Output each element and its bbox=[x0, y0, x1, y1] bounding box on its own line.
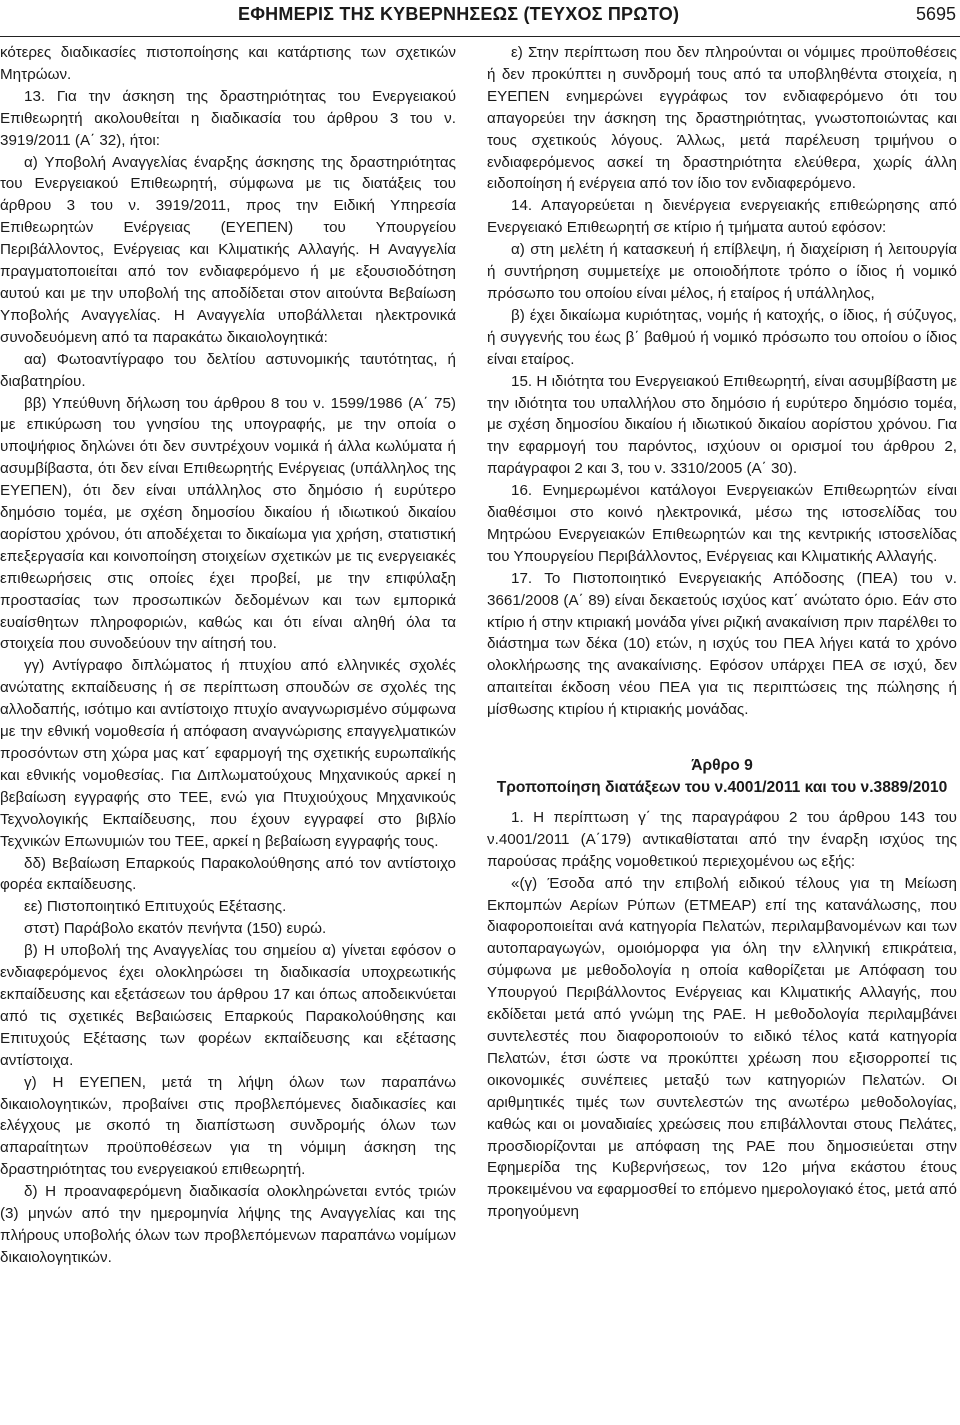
paragraph: αα) Φωτοαντίγραφο του δελτίου αστυνομικής ταυτότητας, ή διαβατηρίου. bbox=[0, 350, 456, 390]
paragraph: β) Η υποβολή της Αναγγελίας του σημείου α) γίνεται εφόσον ο ενδιαφερόμενος έχει ολοκληρώσει τη διαδικασία υποχρεωτικής εκπαίδευσης και εξετάσεων του άρθρου 17 και όπως αποδεικνύεται από τις σχετικές Βεβαιώσεις Επαρκούς Παρακολούθησης και Επιτυχούς Εξέτασης των φορέων εκπαίδευσης και εξέτασης αντίστοιχα. bbox=[0, 942, 456, 1069]
left-column bbox=[0, 42, 456, 1422]
paragraph: γγ) Αντίγραφο διπλώματος ή πτυχίου από ελληνικές σχολές ανώτατης εκπαίδευσης ή σε περίπτωση σπουδών σε σχολές της αλλοδαπής, ισότιμο και αντίστοιχο πτυχίο αναγνωρισμένο σύμφωνα με την εθνική νομοθεσία ή απόφαση αναγνώρισης επαγγελματικών προσόντων στη χώρα μας κατ΄ εφαρμογή της σχετικής ευρωπαϊκής και εθνικής νομοθεσίας. Για Διπλωματούχους Μηχανικούς αρκεί η βεβαίωση εγγραφής στο ΤΕΕ, ενώ για Πτυχιούχους Μηχανικούς Τεχνολογικής Εκπαίδευσης, που έχουν εγγραφεί στο βιβλίο Τεχνικών Επωνυμιών του ΤΕΕ, αρκεί η βεβαίωση εγγραφής τους. bbox=[0, 657, 456, 850]
paragraph: β) έχει δικαίωμα κυριότητας, νομής ή κατοχής, ο ίδιος, ή σύζυγος, ή συγγενής του έως β΄ βαθμού ή νομικό πρόσωπο του οποίου ο ίδιος είναι εταίρος. bbox=[487, 306, 957, 368]
paragraph: 14. Απαγορεύεται η διενέργεια ενεργειακής επιθεώρησης από Ενεργειακό Επιθεωρητή σε κτίριο ή τμήματα αυτού εφόσον: bbox=[487, 197, 957, 237]
paragraph: γ) Η ΕΥΕΠΕΝ, μετά τη λήψη όλων των παραπάνω δικαιολογητικών, προβαίνει στις προβλεπόμενες διαδικασίες και ελέγχους με σκοπό τη διαπίστωση συνδρομής όλων των απαραίτητων προϋποθέσεων για τη νόμιμη άσκηση της δραστηριότητας του ενεργειακού επιθεωρητή. bbox=[0, 1073, 456, 1179]
paragraph: ββ) Υπεύθυνη δήλωση του άρθρου 8 του ν. 1599/1986 (Α΄ 75) με επικύρωση του γνησίου της υπογραφής, με την οποία ο υποψήφιος δηλώνει ότι δεν συντρέχουν νομικά ή άλλα κωλύματα ή ασυμβίβαστα, ότι δεν είναι Επιθεωρητής Ενέργειας (υπάλληλος της ΕΥΕΠΕΝ), ότι δεν είναι υπάλληλος στο δημόσιο ή ευρύτερο δημόσιο τομέα, με σχέση δημοσίου δικαίου ή ιδιωτικού δικαίου αορίστου χρόνου, ότι αποδέχεται το δικαίωμα για χρήση, στατιστική επεξεργασία και κοινοποίηση στοιχείων σχετικών με τις ενεργειακές επιθεωρήσεις στις οποίες έχει προβεί, με την επιφύλαξη προστασίας των προσωπικών δεδομένων και των εμπορικά ευαίσθητων πληροφοριών, καθώς και ότι είναι αληθή όλα τα στοιχεία που συνοδεύουν την αίτησή του. bbox=[0, 394, 456, 653]
paragraph: α) στη μελέτη ή κατασκευή ή επίβλεψη, ή διαχείριση ή λειτουργία ή συντήρηση συμμετείχε με οποιοδήποτε τρόπο ο ίδιος ή νομικό πρόσωπο του οποίου είναι μέλος, ή εταίρος ή υπάλληλος, bbox=[487, 241, 957, 302]
paragraph: «(γ) Έσοδα από την επιβολή ειδικού τέλους για τη Μείωση Εκπομπών Αερίων Ρύπων (ΕΤΜΕΑΡ) επί της κατανάλωσης, που διαφοροποιείται ανά κατηγορία Πελατών, περιλαμβανομένων και των αυτοπαραγωγών, ομοιόμορφα για όλη την ελληνική επικράτεια, σύμφωνα με μεθοδολογία η οποία καθορίζεται με Απόφαση του Υπουργού Περιβάλλοντος Ενέργειας και Κλιματικής Αλλαγής, που εκδίδεται μετά από γνώμη της ΡΑΕ. Η μεθοδολογία περιλαμβάνει συντελεστές που διαφοροποιούν το ειδικό τέλος κατά κατηγορία Πελατών, έτσι ώστε να προκύπτει χρέωση που εξισορροπεί τις οικονομικές συνέπειες μεταξύ των κατηγοριών Πελατών. Οι αριθμητικές τιμές των συντελεστών της ανωτέρω μεθοδολογίας, καθώς και οι μοναδιαίες χρεώσεις που επιβάλλονται στους Πελάτες, προσδιορίζονται με απόφαση της ΡΑΕ που δημοσιεύεται στην Εφημερίδα της Κυβερνήσεως, τον 12ο μήνα εκάστου έτους προκειμένου να εφαρμοσθεί το επόμενο ημερολογιακό έτος, μετά από προηγούμενη bbox=[487, 874, 957, 1221]
right-column bbox=[487, 42, 957, 1422]
paragraph: 17. Το Πιστοποιητικό Ενεργειακής Απόδοσης (ΠΕΑ) του ν. 3661/2008 (Α΄ 89) είναι δεκαετούς ισχύος κατ΄ ανώτατο όριο. Εάν στο κτίριο ή στην κτιριακή μονάδα γίνει ριζική ανακαίνιση πριν παρέλθει το διάστημα των δέκα (10) ετών, η ισχύς του ΠΕΑ λήγει κατά το χρόνο ολοκλήρωσης της ανακαίνισης. Εφόσον υπάρχει ΠΕΑ σε ισχύ, δεν απαιτείται έκδοση νέου ΠΕΑ για τις περιπτώσεις της πώλησης ή μίσθωσης κτιρίου ή κτιριακής μονάδας. bbox=[487, 569, 957, 719]
page-header bbox=[0, 0, 960, 37]
paragraph: 13. Για την άσκηση της δραστηριότητας του Ενεργειακού Επιθεωρητή ακολουθείται η διαδικασία του άρθρου 3 του ν. 3919/2011 (Α΄ 32), ήτοι: bbox=[0, 87, 456, 149]
paragraph: κότερες διαδικασίες πιστοποίησης και κατάρτισης των σχετικών Μητρώων. bbox=[0, 44, 456, 83]
gazette-title: ΕΦΗΜΕΡΙΣ ΤΗΣ ΚΥΒΕΡΝΗΣΕΩΣ (ΤΕΥΧΟΣ ΠΡΩΤΟ) bbox=[238, 4, 680, 24]
paragraph: 1. Η περίπτωση γ΄ της παραγράφου 2 του άρθρου 143 του ν.4001/2011 (Α΄179) αντικαθίσταται από την έναρξη ισχύος της παρούσας πράξης νομοθετικού περιεχομένου ως εξής: bbox=[487, 808, 957, 870]
paragraph: δ) Η προαναφερόμενη διαδικασία ολοκληρώνεται εντός τριών (3) μηνών από την ημερομηνία λήψης της Αναγγελίας και της πλήρους υποβολής όλων των προβλεπόμενων παραπάνω νομίμων δικαιολογητικών. bbox=[0, 1183, 456, 1266]
paragraph: α) Υποβολή Αναγγελίας έναρξης άσκησης της δραστηριότητας του Ενεργειακού Επιθεωρητή, σύμφωνα με τις διατάξεις του άρθρου 3 του ν. 3919/2011, προς την Ειδική Υπηρεσία Επιθεωρητών Ενέργειας (ΕΥΕΠΕΝ) του Υπουργείου Περιβάλλοντος, Ενέργειας και Κλιματικής Αλλαγής. Η Αναγγελία πραγματοποιείται από τον ενδιαφερόμενο ή με εξουσιοδότηση αυτού και με την υποβολή της αποδίδεται στον αιτούντα Βεβαίωση Υποβολής Αναγγελίας. Η Αναγγελία υποβάλλεται ηλεκτρονικά συνοδευόμενη από τα παρακάτω δικαιολογητικά: bbox=[0, 153, 456, 346]
paragraph: 16. Ενημερωμένοι κατάλογοι Ενεργειακών Επιθεωρητών είναι διαθέσιμοι στο κοινό ηλεκτρονικά, μέσω της ιστοσελίδας του Μητρώου Ενεργειακών Επιθεωρητών και της κεντρικής ιστοσελίδας του Υπουργείου Περιβάλλοντος, Ενέργειας και Κλιματικής Αλλαγής. bbox=[487, 482, 957, 565]
paragraph: δδ) Βεβαίωση Επαρκούς Παρακολούθησης από τον αντίστοιχο φορέα εκπαίδευσης. bbox=[0, 854, 456, 894]
page-body bbox=[0, 42, 960, 1422]
paragraph: εε) Πιστοποιητικό Επιτυχούς Εξέτασης. bbox=[24, 898, 287, 916]
paragraph: ε) Στην περίπτωση που δεν πληρούνται οι νόμιμες προϋποθέσεις ή δεν προκύπτει η συνδρομή τους από τα υποβληθέντα στοιχεία, η ΕΥΕΠΕΝ ενημερώνει εγγράφως τον ενδιαφερόμενο ότι του απαγορεύει την άσκηση της δραστηριότητας, γνωστοποιώντας και τους σχετικούς λόγους. Άλλως, μετά παρέλευση τριμήνου ο ενδιαφερόμενος ασκεί τη δραστηριότητα ελεύθερα, χωρίς άλλη ειδοποίηση ή ενέργεια από τον ίδιο τον ενδιαφερόμενο. bbox=[487, 44, 957, 193]
article-heading: Άρθρο 9 bbox=[691, 757, 753, 775]
article-subheading: Τροποποίηση διατάξεων του ν.4001/2011 και του ν.3889/2010 bbox=[496, 779, 948, 796]
paragraph: 15. Η ιδιότητα του Ενεργειακού Επιθεωρητή, είναι ασυμβίβαστη με την ιδιότητα του υπαλλήλου στο δημόσιο ή ευρύτερο δημόσιο τομέα, με σχέση δημοσίου δικαίου ή ιδιωτικού δικαίου αορίστου χρόνου. Για την εφαρμογή του παρόντος, ισχύουν οι ορισμοί του άρθρου 2, παράγραφοι 2 και 3, του ν. 3310/2005 (Α΄ 30). bbox=[487, 372, 957, 478]
page-number: 5695 bbox=[915, 4, 956, 24]
paragraph: στστ) Παράβολο εκατόν πενήντα (150) ευρώ. bbox=[24, 920, 327, 938]
